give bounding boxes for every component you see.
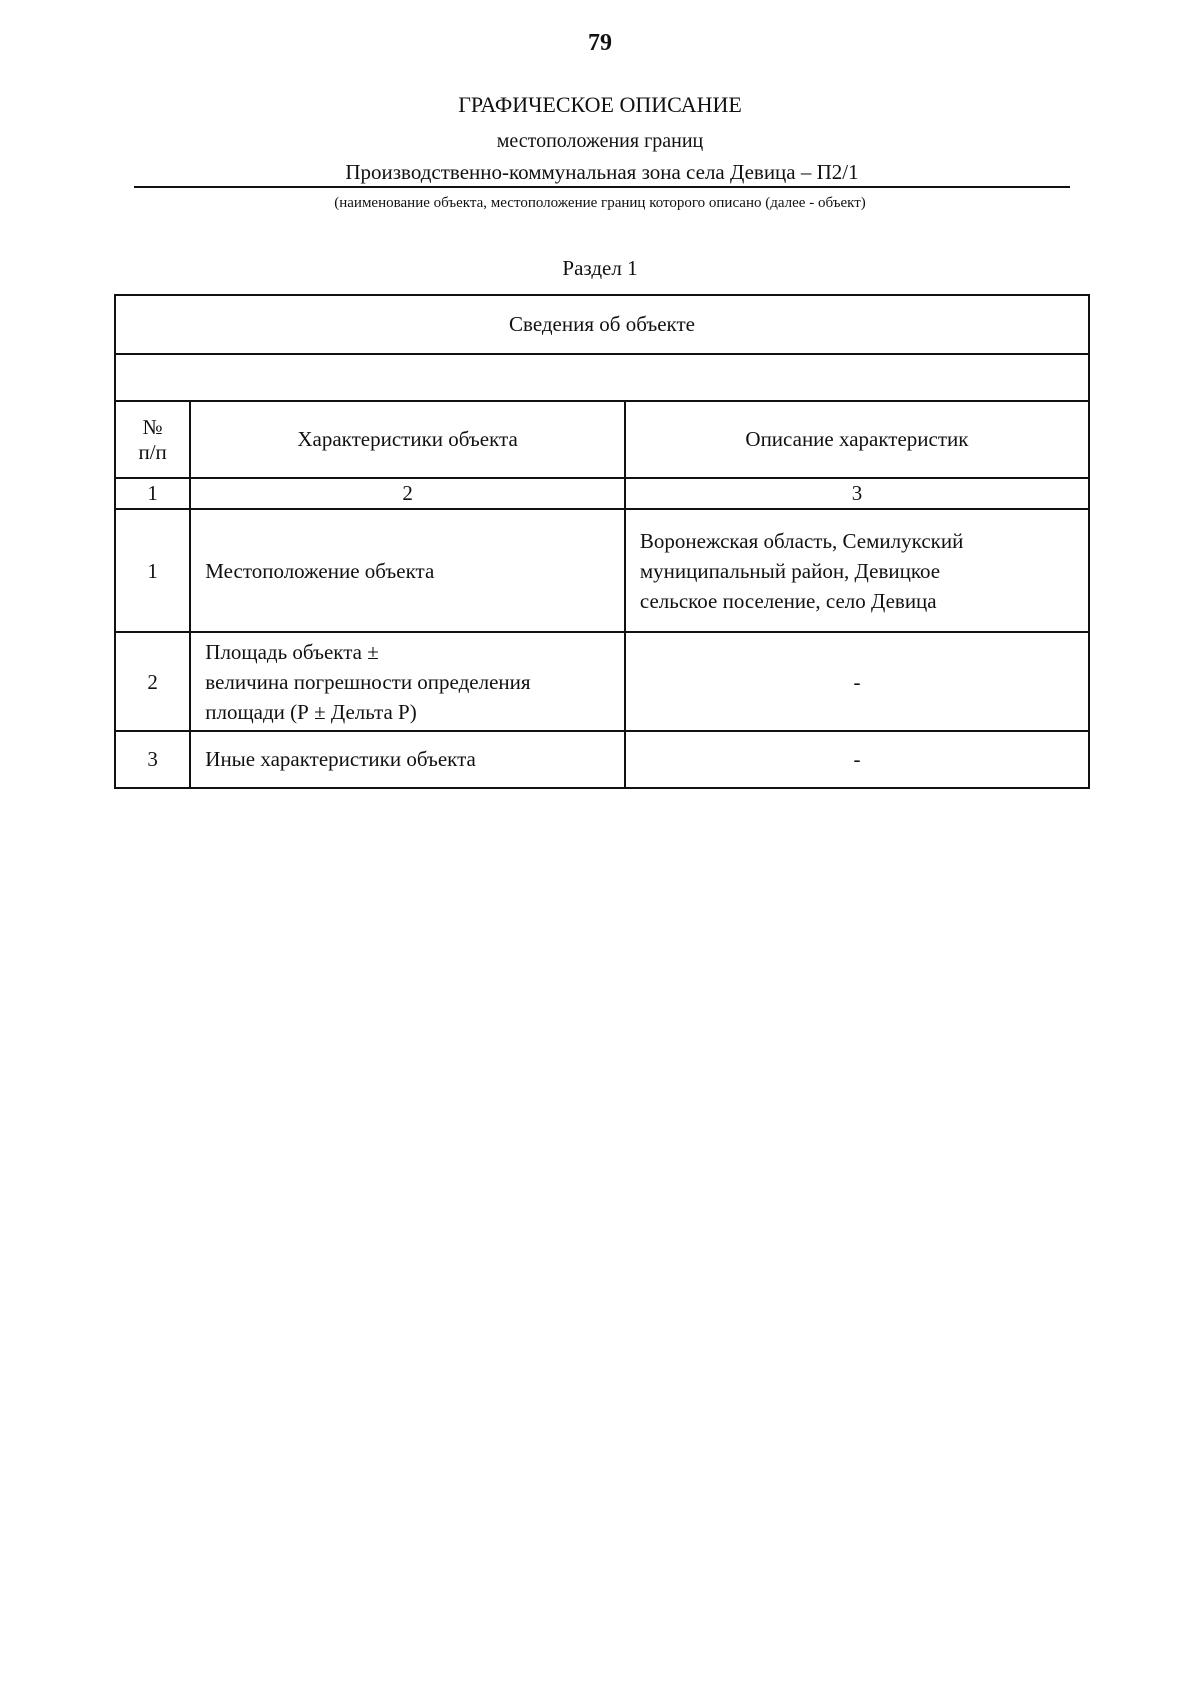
document-subtitle: местоположения границ	[496, 130, 704, 152]
column-number: 3	[625, 478, 1089, 509]
row-num: 2	[115, 632, 190, 731]
row-description: -	[625, 731, 1089, 788]
object-info-table	[114, 294, 1090, 789]
row-characteristic: Иные характеристики объекта	[190, 731, 625, 788]
header-num: № п/п	[115, 401, 190, 478]
table-title-row	[115, 295, 1089, 354]
column-number: 2	[190, 478, 625, 509]
row-num: 1	[115, 509, 190, 632]
row-characteristic: Местоположение объекта	[190, 509, 625, 632]
table-row	[115, 632, 1089, 731]
table-header-row	[115, 401, 1089, 478]
column-number: 1	[115, 478, 190, 509]
header-characteristic: Характеристики объекта	[190, 401, 625, 478]
row-characteristic: Площадь объекта ± величина погрешности определения площади (Р ± Дельта Р)	[190, 632, 625, 731]
document-title: ГРАФИЧЕСКОЕ ОПИСАНИЕ	[458, 92, 742, 117]
row-description: -	[625, 632, 1089, 731]
table-empty-row	[115, 354, 1089, 401]
table-title: Сведения об объекте	[115, 295, 1089, 354]
row-description: Воронежская область, Семилукский муниципальный район, Девицкое сельское поселение, село Девица	[625, 509, 1089, 632]
table-row	[115, 509, 1089, 632]
page-number: 79	[588, 30, 612, 56]
object-name: Производственно-коммунальная зона села Девица – П2/1	[134, 160, 1070, 188]
table-row	[115, 731, 1089, 788]
object-name-caption: (наименование объекта, местоположение границ которого описано (далее - объект)	[334, 195, 866, 211]
column-number-row	[115, 478, 1089, 509]
header-description: Описание характеристик	[625, 401, 1089, 478]
section-label: Раздел 1	[562, 256, 638, 280]
table-empty-cell	[115, 354, 1089, 401]
row-num: 3	[115, 731, 190, 788]
